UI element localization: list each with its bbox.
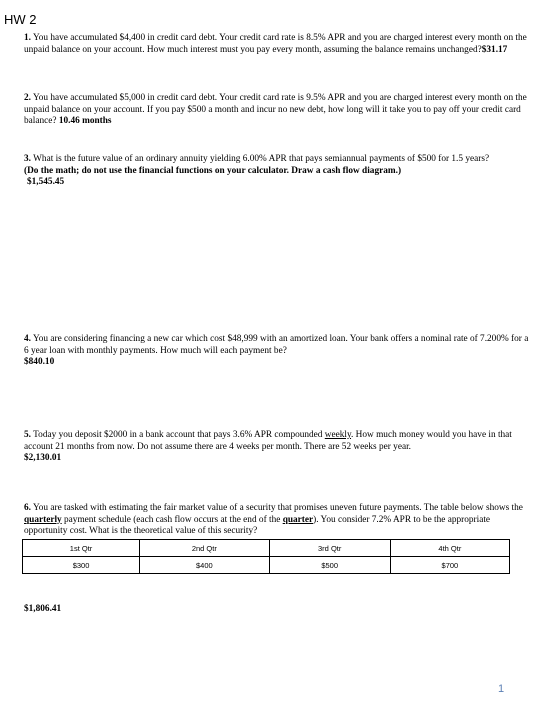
question-text: Today you deposit $2000 in a bank account that pays 3.6% APR compounded	[30, 430, 325, 440]
table-cell: $400	[140, 557, 270, 574]
answer-6: $1,806.41	[24, 604, 62, 614]
question-text-cont: payment schedule (each cash flow occurs at the end of the	[61, 514, 283, 525]
table-header-cell: 3rd Qtr	[269, 540, 390, 557]
question-number: 3.	[24, 154, 31, 164]
question-text-cont: . How much money would you have in that account 21 months from now. Do not assume there are 4 weeks per month. There are 52 weeks per year.	[24, 430, 512, 452]
table-cell: $300	[23, 557, 140, 574]
question-5	[24, 430, 530, 465]
emphasis-quarterly: quarterly	[24, 514, 62, 525]
question-text: You are tasked with estimating the fair market value of a security that promises uneven future payments. The table below shows the	[30, 503, 523, 513]
table-header-cell: 2nd Qtr	[140, 540, 270, 557]
instruction: (Do the math; do not use the financial functions on your calculator. Draw a cash flow diagram.)	[24, 165, 402, 176]
answer: $1,545.45	[27, 177, 65, 187]
question-2	[24, 93, 530, 128]
question-4	[24, 334, 530, 369]
answer: $2,130.01	[24, 453, 62, 463]
question-number: 1.	[24, 33, 31, 43]
question-text: You have accumulated $5,000 in credit card debt. Your credit card rate is 9.5% APR and you are charged interest every month on the unpaid balance on your account. If you pay $500 a month and incur no new debt, how long will it take you to pay off your credit card balance?	[24, 93, 527, 126]
answer: 10.46 months	[58, 116, 112, 126]
table-cell: $700	[390, 557, 509, 574]
table-cell: $500	[269, 557, 390, 574]
question-text: What is the future value of an ordinary annuity yielding 6.00% APR that pays semiannual payments of $500 for 1.5 years?	[30, 154, 490, 164]
question-text: You have accumulated $4,400 in credit card debt. Your credit card rate is 8.5% APR and you are charged interest every month on the unpaid balance on your account. How much interest must you pay every month, assuming the balance remains unchanged?	[24, 33, 527, 55]
question-number: 4.	[24, 334, 31, 344]
page-title: HW 2	[4, 12, 37, 27]
table-header-row	[23, 540, 510, 557]
answer: $840.10	[24, 357, 55, 367]
table-header-cell: 4th Qtr	[390, 540, 509, 557]
question-number: 5.	[24, 430, 31, 440]
answer: $31.17	[481, 44, 508, 55]
question-3	[24, 154, 530, 189]
question-text-end: ). You consider 7.2% APR to be the appropriate opportunity cost. What is the theoretical value of this security?	[24, 514, 491, 536]
question-6	[24, 503, 530, 538]
emphasis-quarter: quarter	[282, 514, 314, 525]
question-number: 6.	[24, 503, 31, 513]
emphasis-weekly: weekly	[324, 430, 352, 440]
page-number: 1	[498, 683, 505, 695]
question-number: 2.	[24, 93, 31, 103]
question-text: You are considering financing a new car which cost $48,999 with an amortized loan. Your bank offers a nominal rate of 7.200% for a 6 year loan with monthly payments. How much will each payment be?	[24, 334, 529, 356]
table-row	[23, 557, 510, 574]
question-1	[24, 33, 530, 56]
cash-flow-table	[22, 539, 510, 574]
table-header-cell: 1st Qtr	[23, 540, 140, 557]
